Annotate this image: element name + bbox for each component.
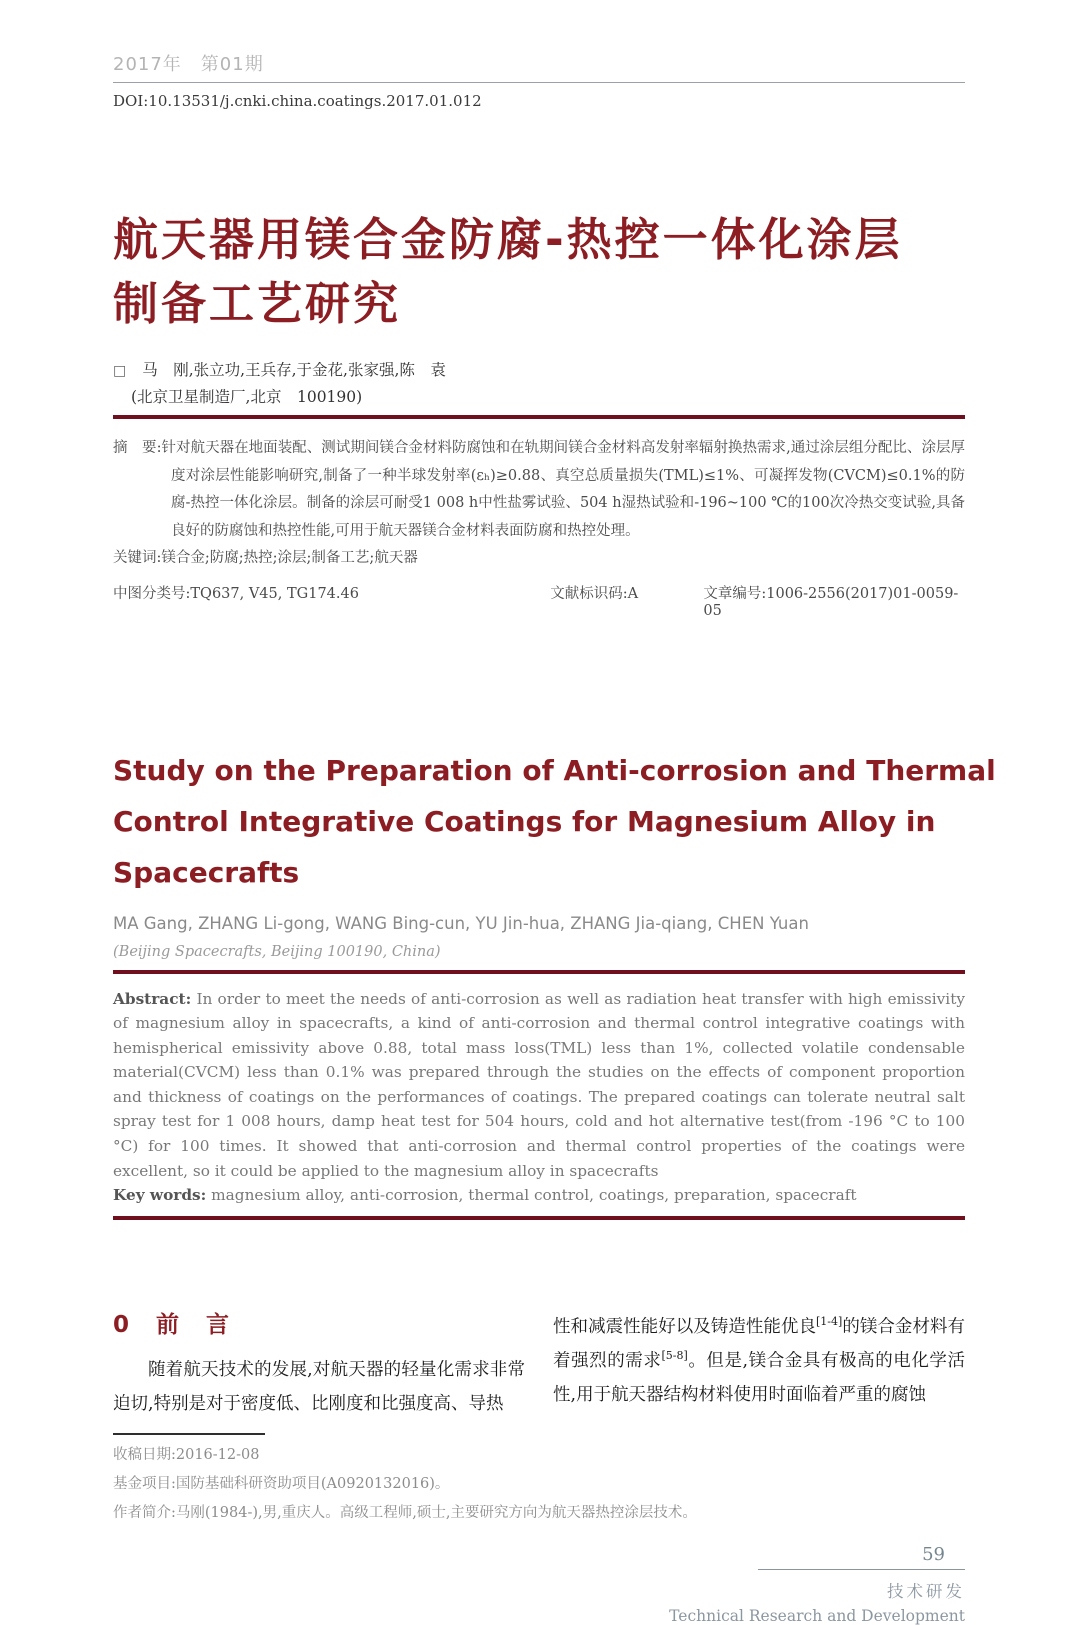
author-names-zh: 马 刚,张立功,王兵存,于金花,张家强,陈 袁: [142, 361, 446, 379]
keywords-en-label: Key words:: [113, 1186, 207, 1205]
footnote-received-date: 收稿日期:2016-12-08: [113, 1446, 260, 1463]
divider-rule-middle: [113, 970, 965, 974]
authors-en: MA Gang, ZHANG Li-gong, WANG Bing-cun, YU Jin-hua, ZHANG Jia-qiang, CHEN Yuan: [113, 913, 809, 933]
page: [0, 50, 1075, 1625]
meta-row: [113, 582, 965, 619]
footer-column-zh: 技术研发: [887, 1581, 965, 1601]
section-0-paragraph-right: 性和减震性能好以及铸造性能优良[1-4]的镁合金材料有着强烈的需求[5-8]。但是,镁合金具有极高的电化学活性,用于航天器结构材料使用时面临着严重的腐蚀: [553, 1315, 966, 1405]
abstract-en-text: In order to meet the needs of anti-corrosion as well as radiation heat transfer with high emissivity of magnesium alloy in spacecrafts, a kind of anti-corrosion and thermal control integrative coatings with hemispherical emissivity above 0.88, total mass loss(TML) less than 1%, collected volatile condensable material(CVCM) less than 0.1% was prepared through the studies on the effects of component proportion and thickness of coatings on the performances of coatings. The prepared coatings can tolerate neutral salt spray test for 1 008 hours, damp heat test for 504 hours, cold and hot alternative test(from -196 °C to 100 °C) for 100 times. It showed that anti-corrosion and thermal control properties of the coatings were excellent, so it could be applied to the magnesium alloy in spacecrafts: [113, 989, 965, 1180]
footnote-biography-row: [113, 1499, 965, 1528]
abstract-en-label: Abstract:: [113, 989, 192, 1008]
article-title-en-line3: Spacecrafts: [113, 855, 300, 889]
clc-number: 中图分类号:TQ637, V45, TG174.46: [113, 585, 359, 602]
abstract-en: [113, 987, 965, 1184]
footnote-biography: 作者简介:马刚(1984-),男,重庆人。高级工程师,硕士,主要研究方向为航天器热控涂层技术。: [113, 1504, 697, 1521]
affiliation-en: (Beijing Spacecrafts, Beijing 100190, China): [113, 943, 441, 960]
keywords-zh-label: 关键词:: [113, 550, 162, 566]
keywords-en: [113, 1183, 965, 1208]
abstract-zh-text: 针对航天器在地面装配、测试期间镁合金材料防腐蚀和在轨期间镁合金材料高发射率辐射换热需求,通过涂层组分配比、涂层厚度对涂层性能影响研究,制备了一种半球发射率(εₕ)≥0.88、真空总质量损失(TML)≤1%、可凝挥发物(CVCM)≤0.1%的防腐-热控一体化涂层。制备的涂层可耐受1 008 h中性盐雾试验、504 h湿热试验和-196~100 ℃的100次冷热交变试验,具备良好的防腐蚀和热控性能,可用于航天器镁合金材料表面防腐和热控处理。: [161, 440, 965, 539]
section-0-paragraph-left: 随着航天技术的发展,对航天器的轻量化需求非常迫切,特别是对于密度低、比刚度和比强度高、导热: [113, 1359, 525, 1414]
article-title-zh-line2: 制备工艺研究: [113, 277, 402, 330]
divider-rule-bottom: [113, 1216, 965, 1220]
article-title-en: [113, 745, 996, 898]
article-title-en-line2: Control Integrative Coatings for Magnesium Alloy in: [113, 804, 936, 838]
column-left: [113, 1306, 525, 1499]
affiliation-zh: (北京卫星制造厂,北京 100190): [131, 388, 363, 406]
column-right: [553, 1306, 965, 1499]
keywords-zh-text: 镁合金;防腐;热控;涂层;制备工艺;航天器: [161, 550, 418, 566]
article-title-en-line1: Study on the Preparation of Anti-corrosion and Thermal: [113, 753, 996, 787]
article-title-zh-line1: 航天器用镁合金防腐-热控一体化涂层: [113, 213, 903, 266]
article-id: 文章编号:1006-2556(2017)01-0059-05: [703, 585, 959, 619]
footer-line: [758, 1569, 965, 1570]
footnotes: [113, 1441, 525, 1499]
page-number: 59: [922, 1543, 945, 1565]
journal-issue: 2017年 第01期: [113, 50, 965, 83]
author-bullet-icon: □: [113, 363, 127, 379]
article-title-zh: [113, 208, 965, 336]
section-0-heading: 0 前 言: [113, 1311, 232, 1338]
abstract-zh: [113, 435, 965, 545]
document-code: 文献标识码:A: [550, 585, 639, 602]
doi: DOI:10.13531/j.cnki.china.coatings.2017.01.012: [113, 92, 482, 110]
footnote-funding: 基金项目:国防基础科研资助项目(A0920132016)。: [113, 1475, 450, 1492]
keywords-en-text: magnesium alloy, anti-corrosion, thermal control, coatings, preparation, spacecraft: [206, 1186, 857, 1205]
abstract-zh-label: 摘 要:: [113, 440, 162, 456]
divider-rule-top: [113, 415, 965, 419]
page-footer: [113, 1544, 965, 1625]
authors-zh: [113, 358, 965, 380]
footer-column-en: Technical Research and Development: [669, 1606, 965, 1625]
footnote-separator: [113, 1433, 265, 1435]
keywords-zh: [113, 545, 965, 573]
section-0: [113, 1306, 965, 1499]
